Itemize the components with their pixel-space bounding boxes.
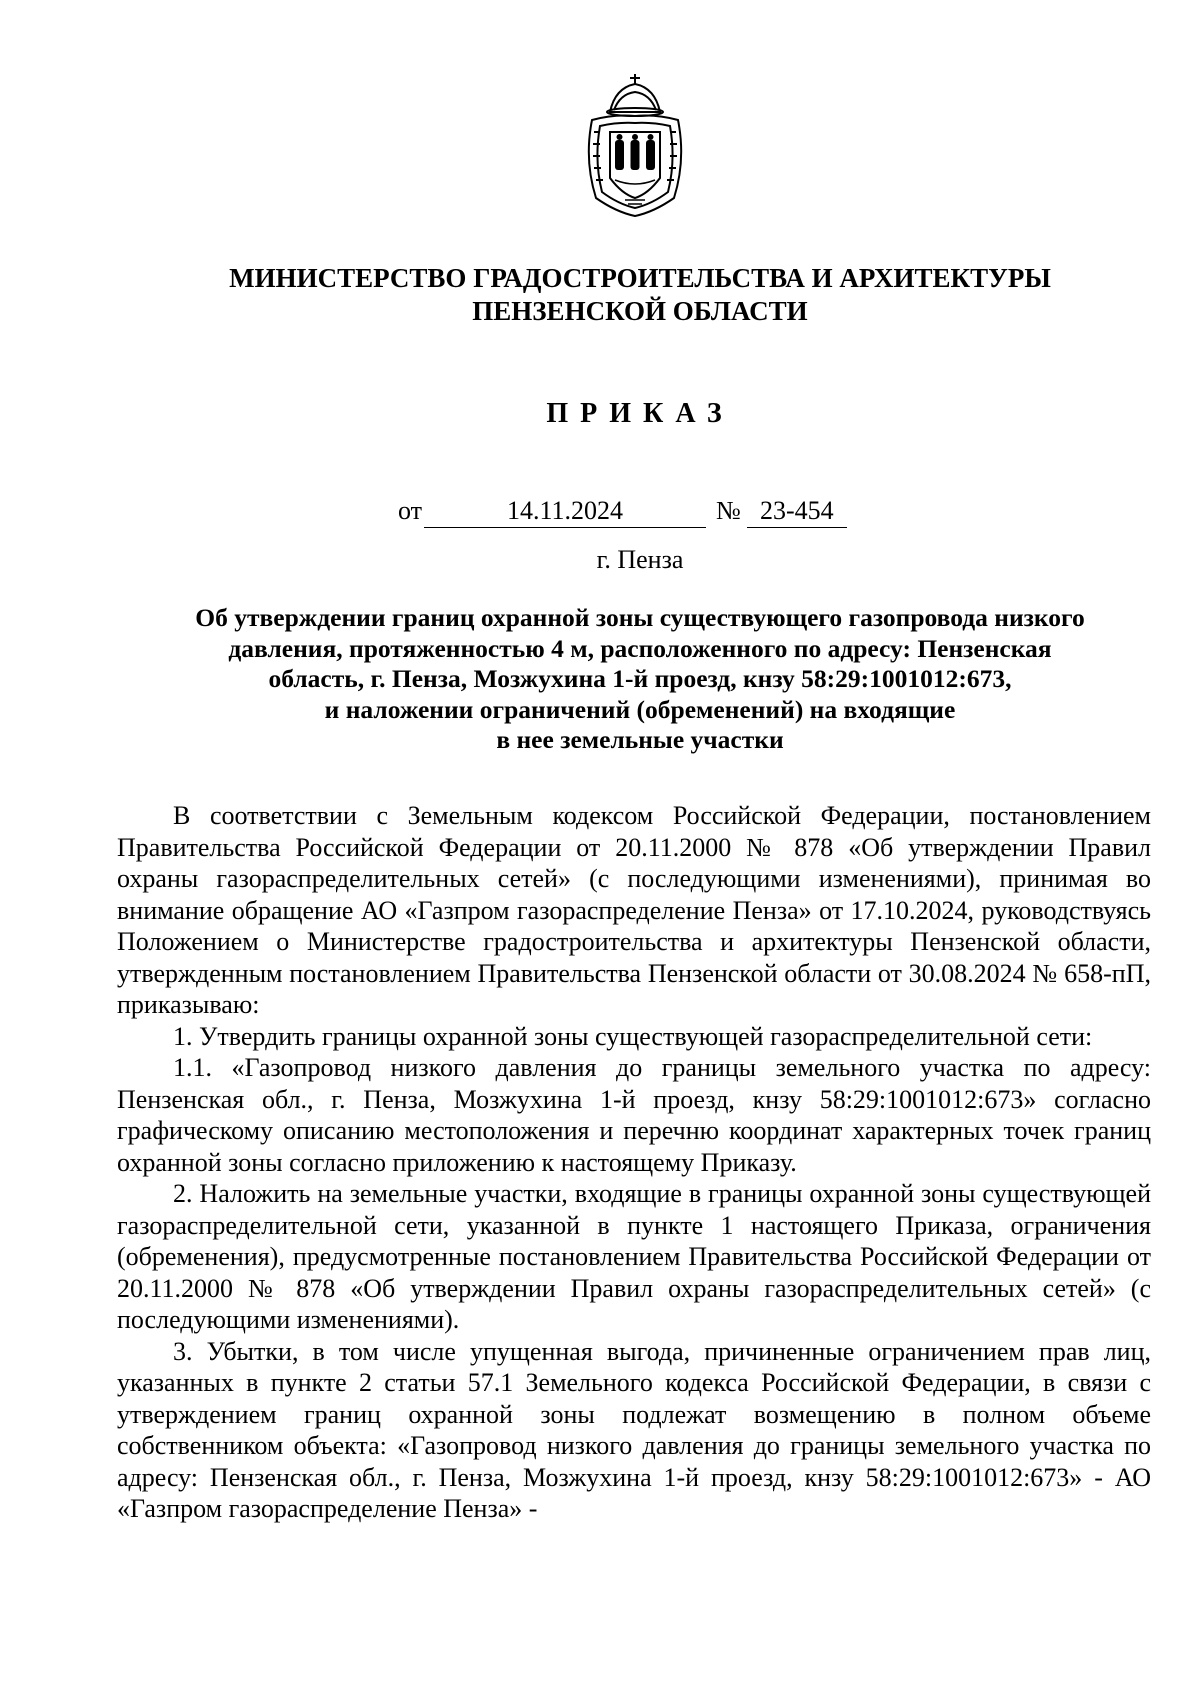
item-2-paragraph: 2. Наложить на земельные участки, входящие в границы охранной зоны существующей газораспределительной сети, указанной в пункте 1 настоящего Приказа, ограничения (обременения), предусмотренные постановлением Правительства Российской Федерации от 20.11.2000 № 878 «Об утверждении Правил охраны газораспределительных сетей» (с последующими изменениями). bbox=[117, 1179, 1151, 1334]
order-number: 23-454 bbox=[747, 495, 847, 528]
item-1-1-paragraph: 1.1. «Газопровод низкого давления до границы земельного участка по адресу: Пензенская обл., г. Пенза, Мозжухина 1-й проезд, кнзу 58:29:1001012:673» согласно графическому описанию местоположения и перечню координат характерных точек границ охранной зоны согласно приложению к настоящему Приказу. bbox=[117, 1053, 1151, 1177]
document-title: ПРИКАЗ bbox=[546, 398, 734, 429]
order-date: 14.11.2024 bbox=[424, 495, 706, 528]
from-label: от bbox=[398, 496, 423, 525]
number-label: № bbox=[716, 496, 741, 525]
subject-line4: и наложении ограничений (обременений) на входящие bbox=[324, 694, 956, 724]
city-label: г. Пенза bbox=[596, 545, 684, 574]
item-3-paragraph: 3. Убытки, в том числе упущенная выгода, причиненные ограничением прав лиц, указанных в пункте 2 статьи 57.1 Земельного кодекса Российской Федерации, в связи с утверждением границ охранной зоны подлежат возмещению в полном объеме собственником объекта: «Газопровод низкого давления до границы земельного участка по адресу: Пензенская обл., г. Пенза, Мозжухина 1-й проезд, кнзу 58:29:1001012:673» - АО «Газпром газораспределение Пенза» - bbox=[117, 1336, 1151, 1523]
ministry-name bbox=[0, 262, 1200, 328]
coat-of-arms-icon bbox=[570, 70, 700, 220]
subject-line5: в нее земельные участки bbox=[496, 725, 784, 754]
subject-line1: Об утверждении границ охранной зоны существующего газопровода низкого bbox=[195, 603, 1085, 632]
ministry-name-line2: ПЕНЗЕНСКОЙ ОБЛАСТИ bbox=[472, 296, 808, 326]
subject-line3: область, г. Пенза, Мозжухина 1-й проезд, кнзу 58:29:1001012:673, bbox=[268, 664, 1012, 693]
ministry-name-line1: МИНИСТЕРСТВО ГРАДОСТРОИТЕЛЬСТВА И АРХИТЕКТУРЫ bbox=[229, 263, 1051, 293]
item-1-paragraph: 1. Утвердить границы охранной зоны существующей газораспределительной сети: bbox=[173, 1021, 1093, 1051]
subject-line2: давления, протяженностью 4 м, расположенного по адресу: Пензенская bbox=[228, 633, 1052, 663]
order-date-number-line bbox=[398, 495, 847, 527]
order-subject bbox=[120, 603, 1160, 756]
preamble-paragraph: В соответствии с Земельным кодексом Российской Федерации, постановлением Правительства Российской Федерации от 20.11.2000 № 878 «Об утверждении Правил охраны газораспределительных сетей» (с последующими изменениями), принимая во внимание обращение АО «Газпром газораспределение Пенза» от 17.10.2024, руководствуясь Положением о Министерстве градостроительства и архитектуры Пензенской области, утвержденным постановлением Правительства Пензенской области от 30.08.2024 № 658-пП, приказываю: bbox=[117, 801, 1151, 1019]
order-body bbox=[117, 800, 1151, 1525]
